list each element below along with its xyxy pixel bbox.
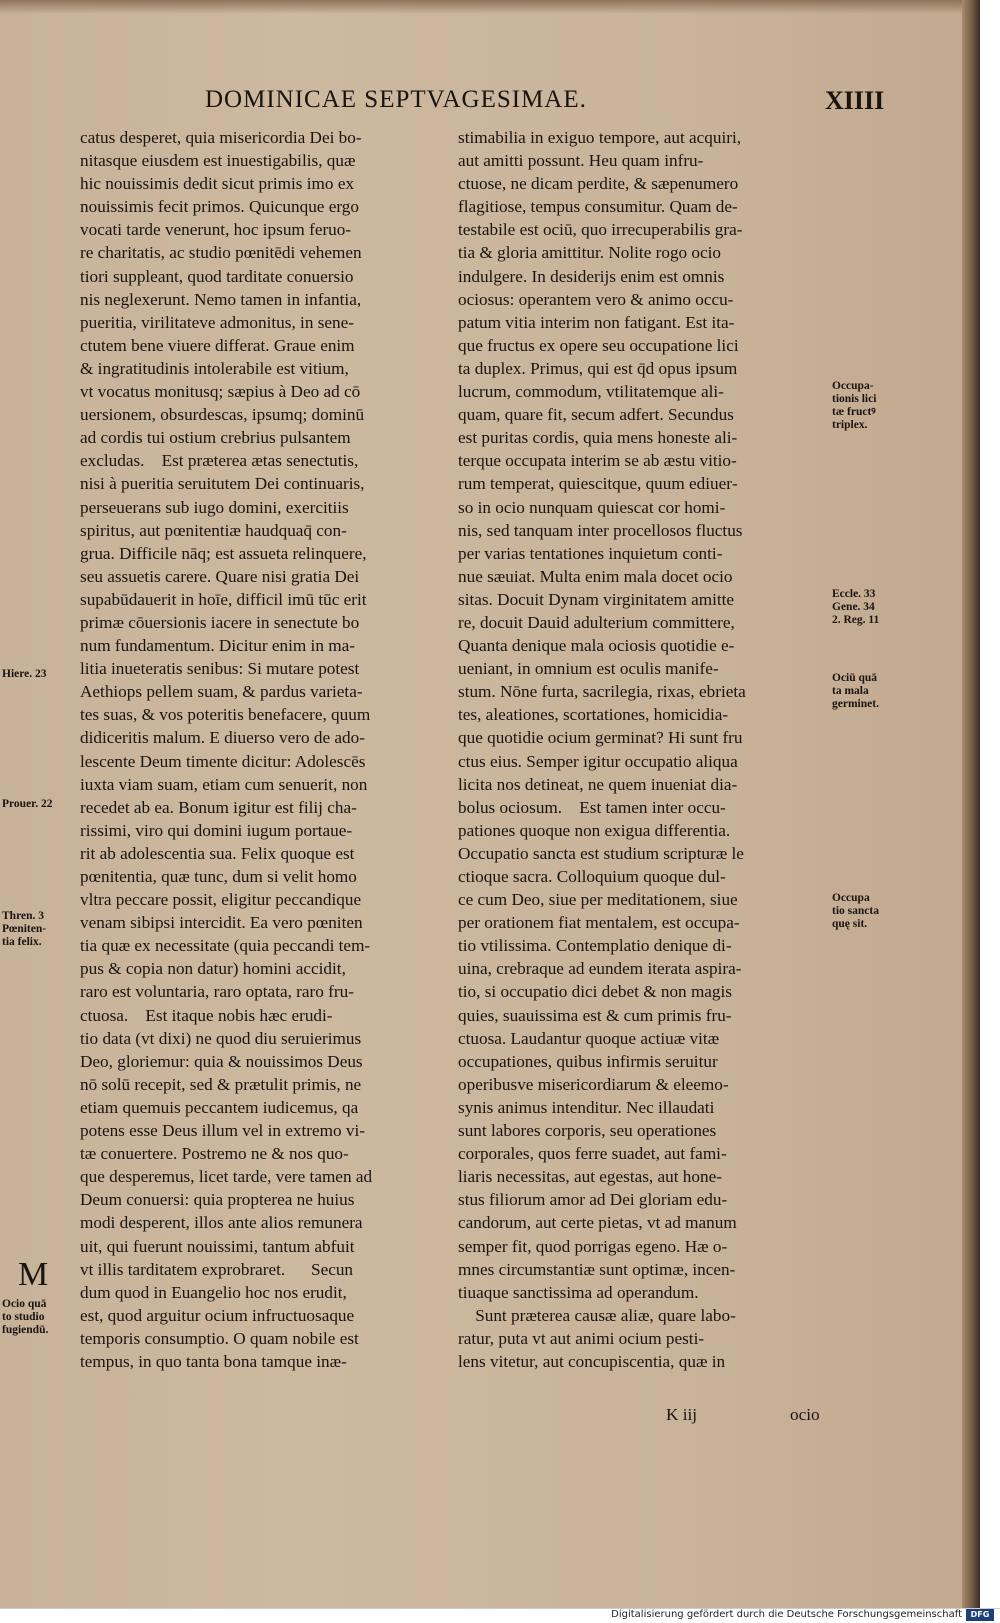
signature-mark: K iij <box>666 1405 698 1424</box>
initial-letter: M <box>18 1256 49 1293</box>
catchword: ocio <box>790 1405 820 1424</box>
margin-note-ocio: Ocio quā to studio fugiendū. <box>2 1298 49 1336</box>
book-gutter-edge <box>962 0 980 1608</box>
margin-note-eccle: Eccle. 33 Gene. 34 2. Reg. 11 <box>832 588 880 626</box>
margin-note-ocium: Ociū quā ta mala germinet. <box>832 672 879 710</box>
margin-note-thren: Thren. 3 Pœniten‑ tia felix. <box>2 910 47 948</box>
margin-note-occupationis: Occupa‑ tionis lici tæ fructꝰ triplex. <box>832 380 877 431</box>
right-text-column: stimabilia in exiguo tempore, aut acquiri, aut amitti possunt. Heu quam infru‑ ctuose, ne dicam perdite, & sæpenumero flagitiose, tempus consumitur. Quam de‑ testabile est ociū, quo irrecuperabilis gra‑ tia & gloria amittitur. Nolite rogo ocio indulgere. In desiderijs enim est omnis ociosus: operantem vero & animo occu‑ patum vitia interim non fatigant. Est ita‑ que fructus ex opere seu occupatione lici ta duplex. Primus, qui est q̄d opus ipsum lucrum, commodum, vtilitatemque ali‑ quam, quare fit, secum adfert. Secundus est puritas cordis, quia mens honeste ali‑ terque occupata interim se ab æstu vitio‑ rum temperat, quiescitque, quum ediuer‑ so in ocio nunquam quiescat cor homi‑ nis, sed tanquam inter procellosos fluctus per varias tentationes inquietum conti‑ nue sæuiat. Multa enim mala docet ocio sitas. Docuit Dynam virginitatem amitte re, docuit Dauid adulterium committere, Quanta denique mala ociosis quotidie e‑ ueniant, in omnium est oculis manife‑ stum. Nōne furta, sacrilegia, rixas, ebrieta tes, aleationes, scortationes, homicidia‑ que quotidie ocium germinat? Hi sunt fru ctus eius. Semper igitur occupatio aliqua licita nos detineat, ne quem inueniat dia‑ bolus ociosum. Est tamen inter occu‑ pationes quoque non exigua differentia. Occupatio sancta est studium scripturæ le ctioque sacra. Colloquium quoque dul‑ ce cum Deo, siue per meditationem, siue per orationem fiat mentalem, est occupa‑ tio vtilissima. Contemplatio denique di‑ uina, crebraque ad eundem iterata aspira‑ tio, si occupatio dici debet & non magis quies, suauissima est & cum primis fru‑ ctuosa. Laudantur quoque actiuæ vitæ occupationes, quibus infirmis seruitur operibusve misericordiarum & eleemo‑ synis animus intenditur. Nec illaudati sunt labores corporis, seu operationes corporales, quos ferre suadet, aut fami‑ liaris necessitas, aut egestas, aut hone‑ stus filiorum amor ad Dei gloriam edu‑ candorum, aut certe pietas, vt ad manum semper fit, quod porrigas egeno. Hæ o‑ mnes circumstantiæ sunt optimæ, incen‑ tiuaque sanctissima ad operandum. Sunt præterea causæ aliæ, quare labo‑ ratur, puta vt aut animi ocium pesti‑ lens vitetur, aut concupiscentia, quæ in <box>458 128 746 1371</box>
running-head: DOMINICAE SEPTVAGESIMAE. <box>205 86 587 113</box>
margin-note-prouer: Prouer. 22 <box>2 798 53 810</box>
left-text-column: catus desperet, quia misericordia Dei bo‑ nitasque eiusdem est inuestigabilis, quæ hic nouissimis dedit sicut primis imo ex nouissimis fecit primos. Quicunque ergo vocati tarde venerunt, hoc ipsum feruo‑ re charitatis, ac studio pœnitēdi vehemen tiori suppleant, quod tarditate conuersio nis neglexerunt. Nemo tamen in infantia, pueritia, virilitateve admonitus, in sene‑ ctutem bene viuere differat. Graue enim & ingratitudinis intolerabile est vitium, vt vocatus monitusq; sæpius à Deo ad cō uersionem, obsurdescas, ipsumq; dominū ad cordis tui ostium crebrius pulsantem excludas. Est præterea ætas senectutis, nisi à pueritia seruitutem Dei continuaris, perseuerans sub iugo domini, exercitiis spiritus, aut pœnitentiæ haudquaq̄ con‑ grua. Difficile nāq; est assueta relinquere, seu assuetis carere. Quare nisi gratia Dei supabūdauerit in hoīe, difficil imū tūc erit primæ cōuersionis iacere in senectute bo num fundamentum. Dicitur enim in ma‑ litia inueteratis senibus: Si mutare potest Aethiops pellem suam, & pardus varieta‑ tes suas, & vos poteritis benefacere, quum didiceritis malum. E diuerso vero de ado‑ lescente Deum timente dicitur: Adolescēs iuxta viam suam, etiam cum senuerit, non recedet ab ea. Bonum igitur est filij cha‑ rissimi, viro qui domini iugum portaue‑ rit ab adolescentia sua. Felix quoque est pœnitentia, quæ tunc, dum si velit homo vltra peccare possit, eligitur peccandique venam sibipsi intercidit. Ea vero pœniten tia quæ ex necessitate (quia peccandi tem‑ pus & copia non datur) homini accidit, raro est voluntaria, raro optata, raro fru‑ ctuosa. Est itaque nobis hæc erudi‑ tio data (vt dixi) ne quod diu seruierimus Deo, gloriemur: quia & nouissimos Deus nō solū recepit, sed & prætulit primis, ne etiam quemuis peccantem iudicemus, qa potens esse Deus illum vel in extremo vi‑ tæ conuertere. Postremo ne & nos quo‑ que desperemus, licet tarde, vere tamen ad Deum conuersi: quia propterea ne huius modi desperent, illos ante alios remunera uit, qui fuerunt nouissimi, tantum abfuit vt illis tarditatem exprobraret. Secun dum quod in Euangelio hoc nos erudit, est, quod arguitur ocium infructuosaque temporis consumptio. O quam nobile est tempus, in quo tanta bona tamque inæ‑ <box>80 128 373 1371</box>
page-top-shadow <box>0 0 980 14</box>
margin-note-hiere: Hiere. 23 <box>2 668 47 680</box>
footer-bar <box>0 1608 1000 1623</box>
footer-credit: Digitalisierung gefördert durch die Deutsche Forschungsgemeinschaft <box>611 1609 962 1620</box>
dfg-logo: DFG <box>966 1609 994 1621</box>
margin-note-occupatio: Occupa tio sancta quę sit. <box>832 892 879 930</box>
folio-number: XIIII <box>825 86 885 115</box>
